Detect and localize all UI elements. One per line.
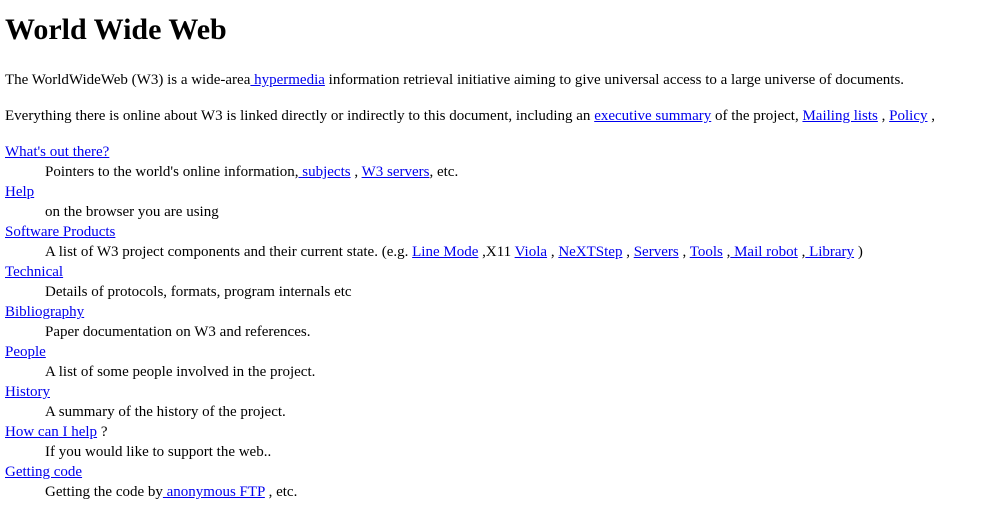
w3-servers-link[interactable]: W3 servers <box>361 164 430 180</box>
hypermedia-link[interactable]: hypermedia <box>250 72 325 88</box>
topic-term-software-products <box>5 222 1002 242</box>
history-link[interactable]: History <box>5 384 50 400</box>
servers-link[interactable]: Servers <box>633 244 679 260</box>
topic-desc-bibliography: Paper documentation on W3 and references. <box>45 324 311 340</box>
desc-separator: , <box>722 244 731 260</box>
topic-list <box>5 142 1002 502</box>
tools-link[interactable]: Tools <box>689 244 723 260</box>
intro-text-before: The WorldWideWeb (W3) is a wide-area <box>5 72 251 88</box>
topic-desc-whats-out-there <box>45 162 1002 182</box>
summary-text-before: Everything there is online about W3 is linked directly or indirectly to this document, including an <box>5 108 595 124</box>
desc-text: Pointers to the world's online information, <box>45 164 299 180</box>
desc-separator: , <box>678 244 690 260</box>
software-products-link[interactable]: Software Products <box>5 224 116 240</box>
desc-text: , etc. <box>264 484 298 500</box>
page-title: World Wide Web <box>5 13 227 46</box>
mailing-lists-link[interactable]: Mailing lists <box>802 108 878 124</box>
topic-desc-software-products <box>45 242 1002 262</box>
topic-desc-getting-code <box>45 482 1002 502</box>
desc-text: ) <box>854 244 863 260</box>
term-suffix: ? <box>97 424 108 440</box>
viola-link[interactable]: Viola <box>514 244 548 260</box>
library-link[interactable]: Library <box>805 244 855 260</box>
anonymous-ftp-link[interactable]: anonymous FTP <box>162 484 265 500</box>
desc-text: , etc. <box>429 164 459 180</box>
bibliography-link[interactable]: Bibliography <box>5 304 85 320</box>
policy-link[interactable]: Policy <box>889 108 928 124</box>
line-mode-link[interactable]: Line Mode <box>412 244 479 260</box>
topic-term-getting-code <box>5 462 1002 482</box>
topic-desc-people: A list of some people involved in the project. <box>45 364 316 380</box>
desc-separator: , <box>797 244 806 260</box>
topic-term-whats-out-there <box>5 142 1002 162</box>
topic-term-bibliography <box>5 302 1002 322</box>
topic-desc-technical: Details of protocols, formats, program internals etc <box>45 284 352 300</box>
topic-term-technical <box>5 262 1002 282</box>
summary-separator: , <box>877 108 890 124</box>
topic-desc-how-can-i-help: If you would like to support the web.. <box>45 444 272 460</box>
summary-text-mid: of the project, <box>711 108 803 124</box>
subjects-link[interactable]: subjects <box>298 164 351 180</box>
technical-link[interactable]: Technical <box>5 264 64 280</box>
people-link[interactable]: People <box>5 344 46 360</box>
desc-text: A list of W3 project components and their current state. (e.g. <box>45 244 413 260</box>
how-can-i-help-link[interactable]: How can I help <box>5 424 98 440</box>
topic-term-people <box>5 342 1002 362</box>
summary-paragraph <box>5 106 1002 126</box>
help-link[interactable]: Help <box>5 184 35 200</box>
topic-term-how-can-i-help <box>5 422 1002 442</box>
topic-term-history <box>5 382 1002 402</box>
getting-code-link[interactable]: Getting code <box>5 464 83 480</box>
nextstep-link[interactable]: NeXTStep <box>558 244 623 260</box>
desc-text: ,X11 <box>478 244 515 260</box>
topic-term-help <box>5 182 1002 202</box>
topic-desc-help: on the browser you are using <box>45 204 219 220</box>
desc-separator: , <box>622 244 634 260</box>
summary-separator: , <box>927 108 935 124</box>
whats-out-there-link[interactable]: What's out there? <box>5 144 110 160</box>
topic-desc-history: A summary of the history of the project. <box>45 404 286 420</box>
desc-separator: , <box>350 164 362 180</box>
mail-robot-link[interactable]: Mail robot <box>730 244 798 260</box>
intro-text-after: information retrieval initiative aiming to give universal access to a large universe of documents. <box>324 72 905 88</box>
document <box>5 0 1002 502</box>
executive-summary-link[interactable]: executive summary <box>594 108 712 124</box>
desc-separator: , <box>547 244 559 260</box>
desc-text: Getting the code by <box>45 484 163 500</box>
intro-paragraph <box>5 70 1002 90</box>
